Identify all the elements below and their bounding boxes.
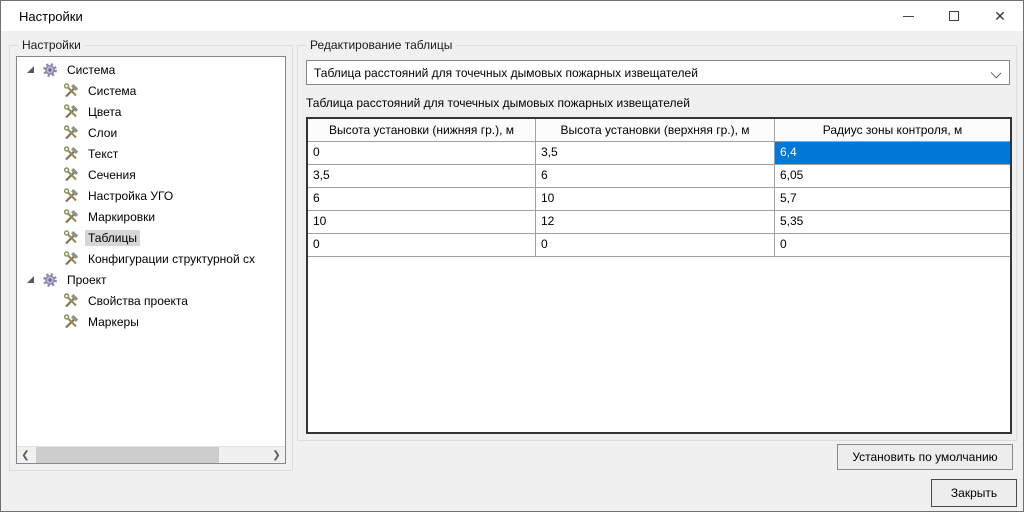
tree-item-Сечения[interactable] (17, 164, 285, 185)
tree-horizontal-scrollbar[interactable] (17, 446, 285, 463)
tools-icon (63, 104, 79, 120)
tree-item-Таблицы[interactable] (17, 227, 285, 248)
tree-item-Цвета[interactable] (17, 101, 285, 122)
table-cell[interactable]: 10 (536, 188, 775, 210)
tree-item-Маркировки[interactable] (17, 206, 285, 227)
table-row (308, 165, 1010, 188)
settings-tree-rows (17, 59, 285, 446)
table-cell[interactable]: 0 (780, 237, 787, 251)
tree-item-Система[interactable] (17, 59, 285, 80)
table-cell[interactable]: 0 (308, 234, 536, 256)
window-title: Настройки (19, 8, 83, 24)
table-cell[interactable]: 3,5 (308, 165, 536, 187)
table-cell[interactable]: 6 (308, 188, 536, 210)
tools-icon (63, 125, 79, 141)
tree-item-label: Маркеры (88, 314, 139, 329)
table-row (308, 188, 1010, 211)
tools-icon (63, 314, 79, 330)
scrollbar-track[interactable] (34, 447, 268, 464)
minimize-icon (903, 16, 914, 17)
tree-item-label: Текст (88, 146, 119, 161)
tree-item-label: Проект (67, 272, 107, 287)
tree-item-label: Конфигурации структурной сх (88, 251, 255, 266)
tree-item-label: Слои (88, 125, 118, 140)
table-cell[interactable]: 10 (308, 211, 536, 233)
tools-icon (63, 167, 79, 183)
scroll-right-arrow-icon[interactable]: ❯ (272, 449, 281, 461)
tree-item-label: Сечения (88, 167, 136, 182)
tools-icon (63, 230, 79, 246)
table-cell[interactable]: 6 (536, 165, 775, 187)
tree-item-label: Маркировки (88, 209, 156, 224)
tree-item-Свойства проекта[interactable] (17, 290, 285, 311)
table-cell[interactable]: 12 (536, 211, 775, 233)
tree-item-Маркеры[interactable] (17, 311, 285, 332)
table-cell[interactable]: 6,05 (780, 168, 804, 182)
tree-item-Проект[interactable] (17, 269, 285, 290)
tools-icon (63, 188, 79, 204)
tree-item-label: Система (67, 62, 116, 77)
settings-group-label: Настройки (18, 38, 85, 52)
tree-item-Слои[interactable] (17, 122, 285, 143)
scroll-left-arrow-icon[interactable]: ❮ (21, 449, 30, 461)
table-row (308, 234, 1010, 257)
maximize-icon (949, 11, 959, 21)
tools-icon (63, 251, 79, 267)
close-icon: ✕ (994, 8, 1006, 24)
table-editing-group-label: Редактирование таблицы (306, 38, 456, 52)
table-row (308, 211, 1010, 234)
scrollbar-thumb[interactable] (36, 447, 219, 464)
tree-item-Конфигурации структурной сх[interactable] (17, 248, 285, 269)
tools-icon (63, 83, 79, 99)
tree-item-label: Таблицы (85, 230, 140, 246)
tree-item-label: Свойства проекта (88, 293, 188, 308)
tree-item-label: Настройка УГО (88, 188, 174, 203)
tree-item-Настройка УГО[interactable] (17, 185, 285, 206)
table-cell[interactable]: 5,35 (780, 214, 804, 228)
maximize-button[interactable] (931, 1, 977, 31)
distances-table (306, 117, 1012, 434)
expander-icon[interactable] (27, 276, 34, 283)
column-header[interactable]: Высота установки (верхняя гр.), м (536, 119, 775, 141)
set-default-button[interactable]: Установить по умолчанию (837, 444, 1013, 470)
close-button[interactable] (977, 1, 1023, 31)
table-editing-groupbox (297, 38, 1017, 441)
chevron-down-icon (991, 68, 1002, 79)
column-header[interactable]: Высота установки (нижняя гр.), м (308, 119, 536, 141)
table-header-row (308, 119, 1010, 142)
tools-icon (63, 146, 79, 162)
gear-icon (42, 62, 58, 78)
expander-icon[interactable] (27, 66, 34, 73)
tools-icon (63, 209, 79, 225)
window-controls (885, 1, 1023, 31)
table-cell[interactable]: 0 (308, 142, 536, 164)
table-cell[interactable]: 0 (536, 234, 775, 256)
table-cell[interactable]: 5,7 (780, 191, 797, 205)
table-select-dropdown[interactable] (306, 60, 1010, 85)
settings-tree (16, 56, 286, 464)
tree-item-Текст[interactable] (17, 143, 285, 164)
close-dialog-button[interactable]: Закрыть (931, 479, 1017, 507)
table-row (308, 142, 1010, 165)
minimize-button[interactable] (885, 1, 931, 31)
tree-item-label: Цвета (88, 104, 122, 119)
gear-icon (42, 272, 58, 288)
table-cell-selected[interactable]: 6,4 (775, 142, 1010, 164)
tree-item-label: Система (88, 83, 137, 98)
tree-item-Система[interactable] (17, 80, 285, 101)
table-select-value: Таблица расстояний для точечных дымовых пожарных извещателей (314, 65, 698, 80)
titlebar (1, 1, 1023, 31)
table-caption: Таблица расстояний для точечных дымовых пожарных извещателей (306, 96, 690, 110)
settings-groupbox (9, 38, 293, 471)
tools-icon (63, 293, 79, 309)
table-cell[interactable]: 3,5 (536, 142, 775, 164)
column-header[interactable]: Радиус зоны контроля, м (822, 123, 963, 137)
